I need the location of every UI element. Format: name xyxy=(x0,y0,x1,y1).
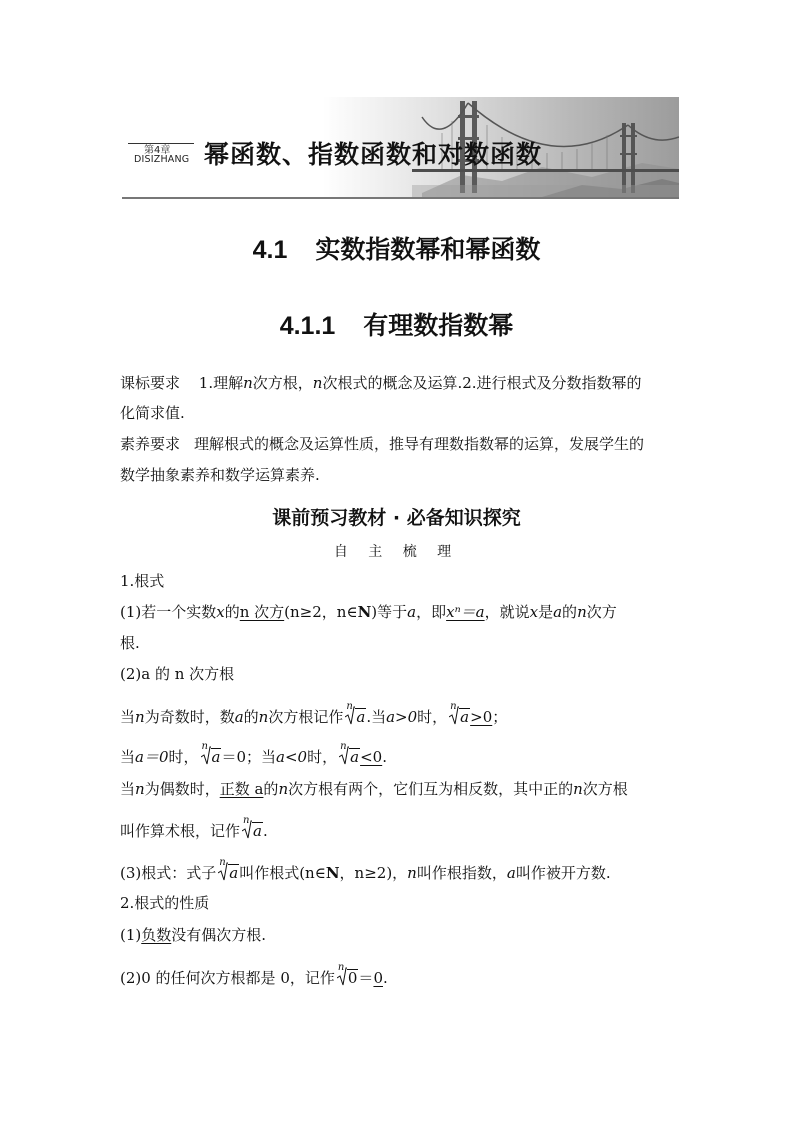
text-span: 为偶数时， xyxy=(144,780,220,798)
blank-answer xyxy=(337,741,383,766)
literacy-label: 素养要求 xyxy=(120,435,181,453)
set-N: N xyxy=(325,864,340,882)
text-span: (1) xyxy=(120,926,142,944)
text-span: ＝0；当 xyxy=(221,748,277,766)
requirements-line-1 xyxy=(120,373,642,393)
root-index: n xyxy=(219,857,226,868)
requirements-line-2: 化简求值. xyxy=(120,404,185,422)
s1-radical-definition xyxy=(120,857,611,883)
text-span: 当 xyxy=(120,748,136,766)
var-a: a xyxy=(553,603,563,621)
radicand: a xyxy=(460,708,470,726)
requirements-label: 课标要求 xyxy=(120,374,181,392)
math-expr: a＝0 xyxy=(135,748,169,766)
text-span: <0 xyxy=(360,748,383,766)
text-span: 没有偶次方根. xyxy=(171,926,267,944)
blank-answer: n 次方 xyxy=(239,603,285,621)
math-expr: a>0 xyxy=(386,708,418,726)
text-span: 次方根 xyxy=(582,780,628,798)
s1-title: 1.根式 xyxy=(120,572,165,590)
text-span: . xyxy=(382,969,388,987)
text-span: (1)若一个实数 xyxy=(120,603,217,621)
text-span: 当 xyxy=(120,780,136,798)
var-n: n xyxy=(407,864,417,882)
text-span: >0 xyxy=(470,708,493,726)
var-a: a xyxy=(407,603,417,621)
var-n: n xyxy=(135,780,145,798)
literacy-line-1 xyxy=(120,434,644,454)
text-span: 叫作根式(n∈ xyxy=(239,864,326,882)
s2-property-2 xyxy=(120,962,388,988)
blank-answer xyxy=(447,701,493,726)
subsection-title xyxy=(0,306,793,342)
var-n: n xyxy=(278,780,289,798)
text-span: (2)0 的任何次方根都是 0，记作 xyxy=(120,969,335,987)
var-n: n xyxy=(258,708,269,726)
text-span: 次方根记作 xyxy=(268,708,344,726)
chapter-title: 幂函数、指数函数和对数函数 xyxy=(204,140,543,169)
var-a: a xyxy=(506,864,516,882)
subsection-title-text: 有理数指数幂 xyxy=(363,311,514,340)
text-span: 的 xyxy=(243,708,259,726)
text-span: 的 xyxy=(224,603,240,621)
section-title-text: 实数指数幂和幂函数 xyxy=(315,235,541,264)
s1-even-case-line-1 xyxy=(120,779,628,799)
text-span: . xyxy=(382,748,387,766)
nth-root xyxy=(337,962,359,988)
text-span: 当 xyxy=(120,708,136,726)
blank-answer xyxy=(216,857,239,882)
radicand: 0 xyxy=(347,969,358,987)
chapter-pinyin: DISIZHANG xyxy=(134,154,190,165)
text-span: ＝ xyxy=(358,969,374,987)
root-index: n xyxy=(201,741,208,752)
text-span: .当 xyxy=(366,708,387,726)
text-span: ； xyxy=(492,708,508,726)
var-a: a xyxy=(234,708,244,726)
self-study-heading: 自 主 梳 理 xyxy=(333,544,460,560)
s2-title: 2.根式的性质 xyxy=(120,894,210,912)
radicand: a xyxy=(350,748,360,766)
radicand: a xyxy=(253,822,262,840)
text-span: 次根式的概念及运算.2.进行根式及分数指数幂的 xyxy=(322,374,642,392)
s1-definition-line-2: 根. xyxy=(120,634,140,652)
var-n: n xyxy=(577,603,587,621)
s1-odd-case xyxy=(120,701,508,727)
var-x: x xyxy=(529,603,539,621)
root-index: n xyxy=(346,701,353,712)
text-span: 次方 xyxy=(586,603,617,621)
s1-even-case-line-2 xyxy=(120,815,268,841)
text-span: 次方根， xyxy=(252,374,313,392)
root-index: n xyxy=(337,962,345,973)
s1-zero-negative-case xyxy=(120,741,387,767)
text-span: )等于 xyxy=(371,603,408,621)
var-n: n xyxy=(573,780,583,798)
chapter-number: 第4章 xyxy=(144,145,171,156)
subsection-number: 4.1.1 xyxy=(279,312,336,340)
literacy-line-2: 数学抽象素养和数学运算素养. xyxy=(120,466,320,484)
s1-subheading-nth-root: (2)a 的 n 次方根 xyxy=(120,665,235,683)
text-span: 时， xyxy=(168,748,199,766)
root-index: n xyxy=(450,701,457,712)
section-title xyxy=(0,230,793,266)
chapter-tag xyxy=(128,141,202,167)
var-n: n xyxy=(312,374,323,392)
s2-property-1 xyxy=(120,925,266,945)
text-span: 叫作被开方数. xyxy=(515,864,611,882)
text-span: 是 xyxy=(538,603,554,621)
text-span: 叫作根指数， xyxy=(416,864,507,882)
banner-rule xyxy=(122,197,679,199)
text-span: 理解根式的概念及运算性质，推导有理数指数幂的运算，发展学生的 xyxy=(194,435,645,453)
text-span: 叫作算术根，记作 xyxy=(120,822,241,840)
nth-root xyxy=(449,701,470,727)
text-span: ，即 xyxy=(416,603,447,621)
text-span: 时， xyxy=(307,748,338,766)
nth-root xyxy=(242,815,263,841)
nth-root xyxy=(345,701,366,727)
var-n: n xyxy=(243,374,253,392)
text-span: 为奇数时，数 xyxy=(144,708,235,726)
radicand: a xyxy=(211,748,221,766)
s1-definition-line-1 xyxy=(120,602,617,622)
var-x: x xyxy=(216,603,225,621)
set-N: N xyxy=(357,603,372,621)
blank-answer: 0 xyxy=(373,969,383,987)
text-span: (3)根式：式子 xyxy=(120,864,217,882)
chapter-banner xyxy=(122,97,679,199)
blank-answer: xⁿ＝a xyxy=(446,603,485,621)
blank-answer: 正数 a xyxy=(219,780,264,798)
root-index: n xyxy=(340,741,347,752)
blank-answer: 负数 xyxy=(141,926,172,944)
nth-root xyxy=(201,741,222,767)
text-span: . xyxy=(262,822,268,840)
nth-root xyxy=(339,741,360,767)
text-span: (n≥2，n∈ xyxy=(284,603,358,621)
text-span: 1.理解 xyxy=(198,374,244,392)
text-span: 时， xyxy=(417,708,448,726)
radicand: a xyxy=(229,864,239,882)
var-n: n xyxy=(135,708,145,726)
math-expr: a<0 xyxy=(276,748,308,766)
text-span: ，n≥2)， xyxy=(339,864,408,882)
radicand: a xyxy=(356,708,366,726)
text-span: 次方根有两个，它们互为相反数，其中正的 xyxy=(288,780,574,798)
text-span: ，就说 xyxy=(484,603,530,621)
nth-root xyxy=(218,857,239,883)
text-span: 的 xyxy=(562,603,578,621)
preview-heading: 课前预习教材 · 必备知识探究 xyxy=(272,507,521,529)
root-index: n xyxy=(243,815,250,826)
section-number: 4.1 xyxy=(252,236,288,264)
text-span: 的 xyxy=(263,780,279,798)
